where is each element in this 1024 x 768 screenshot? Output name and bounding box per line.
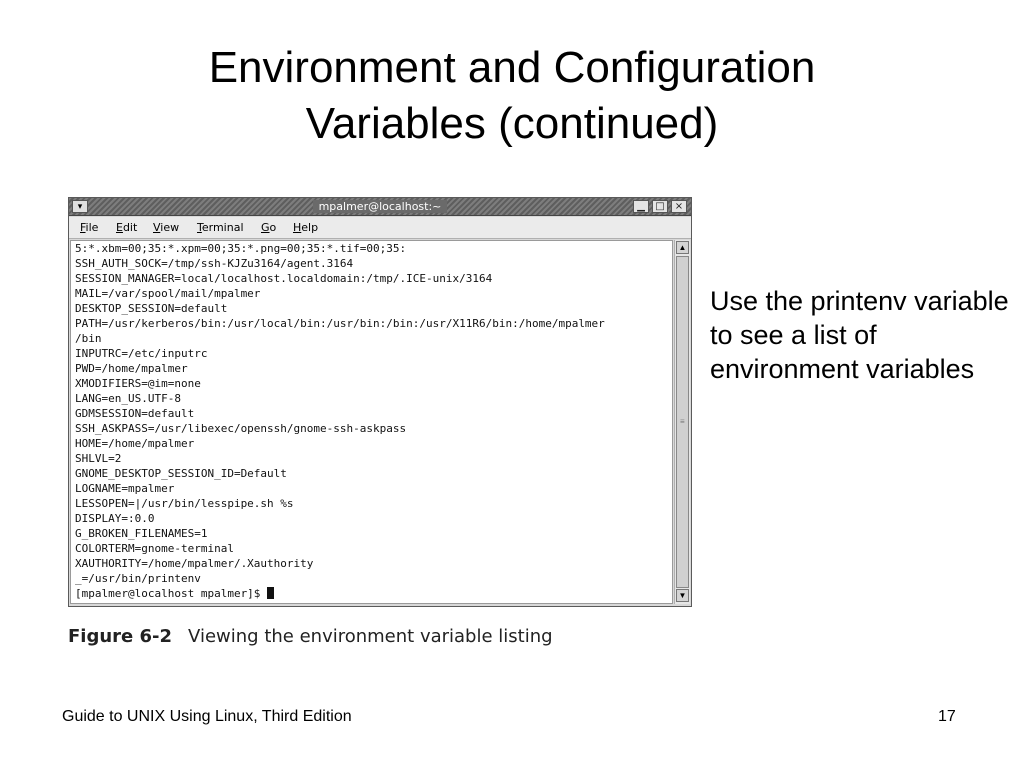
scroll-down-icon[interactable]: ▼ [676, 589, 689, 602]
figure-label: Figure 6-2 [68, 626, 173, 647]
vertical-scrollbar[interactable] [674, 240, 690, 604]
terminal-line: LESSOPEN=|/usr/bin/lesspipe.sh %s [75, 497, 294, 510]
terminal-output[interactable] [70, 240, 673, 604]
shell-prompt: [mpalmer@localhost mpalmer]$ [75, 587, 268, 600]
terminal-line: INPUTRC=/etc/inputrc [75, 347, 208, 360]
menu-bar [69, 217, 691, 239]
terminal-line: XAUTHORITY=/home/mpalmer/.Xauthority [75, 557, 314, 570]
slide-title-line-2: Variables (continued) [305, 99, 719, 148]
window-menu-icon[interactable]: ▾ [72, 200, 88, 213]
terminal-window [68, 197, 692, 607]
terminal-prompt-line[interactable] [71, 586, 672, 601]
terminal-line: LOGNAME=mpalmer [75, 482, 175, 495]
terminal-line: SSH_AUTH_SOCK=/tmp/ssh-KJZu3164/agent.3164 [75, 257, 354, 270]
terminal-line: SHLVL=2 [75, 452, 122, 465]
figure-caption-text: Viewing the environment variable listing [188, 626, 553, 647]
terminal-line: /bin [75, 332, 102, 345]
terminal-line: SESSION_MANAGER=local/localhost.localdomain:/tmp/.ICE-unix/3164 [75, 272, 493, 285]
grip-icon: ≡ [680, 417, 685, 426]
terminal-line: XMODIFIERS=@im=none [75, 377, 201, 390]
menu-terminal[interactable]: Terminal [197, 221, 244, 234]
maximize-icon[interactable]: □ [652, 200, 668, 213]
terminal-line: GNOME_DESKTOP_SESSION_ID=Default [75, 467, 287, 480]
terminal-line: LANG=en_US.UTF-8 [75, 392, 181, 405]
slide-title [0, 40, 1024, 152]
terminal-line: PATH=/usr/kerberos/bin:/usr/local/bin:/usr/bin:/bin:/usr/X11R6/bin:/home/mpalmer [75, 317, 605, 330]
scroll-up-icon[interactable]: ▲ [676, 241, 689, 254]
figure-caption [68, 626, 553, 647]
menu-file[interactable]: File [80, 221, 99, 234]
terminal-line: SSH_ASKPASS=/usr/libexec/openssh/gnome-ssh-askpass [75, 422, 407, 435]
terminal-line: GDMSESSION=default [75, 407, 195, 420]
menu-view[interactable]: View [153, 221, 180, 234]
menu-help[interactable]: Help [293, 221, 319, 234]
slide-title-line-1: Environment and Configuration [208, 43, 816, 92]
scroll-thumb[interactable] [676, 256, 689, 588]
slide-body-text: Use the printenv variable to see a list of environment variables [710, 286, 1009, 384]
footer-book-title: Guide to UNIX Using Linux, Third Edition [62, 708, 352, 725]
terminal-line: DESKTOP_SESSION=default [75, 302, 228, 315]
close-icon[interactable]: × [671, 200, 687, 213]
page-number: 17 [938, 708, 956, 725]
window-titlebar[interactable] [69, 198, 691, 216]
text-cursor [267, 587, 274, 599]
minimize-icon[interactable]: ▁ [633, 200, 649, 213]
terminal-line: G_BROKEN_FILENAMES=1 [75, 527, 208, 540]
terminal-line: 5:*.xbm=00;35:*.xpm=00;35:*.png=00;35:*.tif=00;35: [75, 242, 407, 255]
terminal-line: COLORTERM=gnome-terminal [75, 542, 234, 555]
terminal-line: _=/usr/bin/printenv [75, 572, 201, 585]
terminal-line: MAIL=/var/spool/mail/mpalmer [75, 287, 261, 300]
terminal-line: HOME=/home/mpalmer [75, 437, 195, 450]
menu-go[interactable]: Go [261, 221, 277, 234]
terminal-line: PWD=/home/mpalmer [75, 362, 188, 375]
window-title: mpalmer@localhost:~ [313, 200, 448, 213]
menu-edit[interactable]: Edit [116, 221, 138, 234]
terminal-line: DISPLAY=:0.0 [75, 512, 155, 525]
